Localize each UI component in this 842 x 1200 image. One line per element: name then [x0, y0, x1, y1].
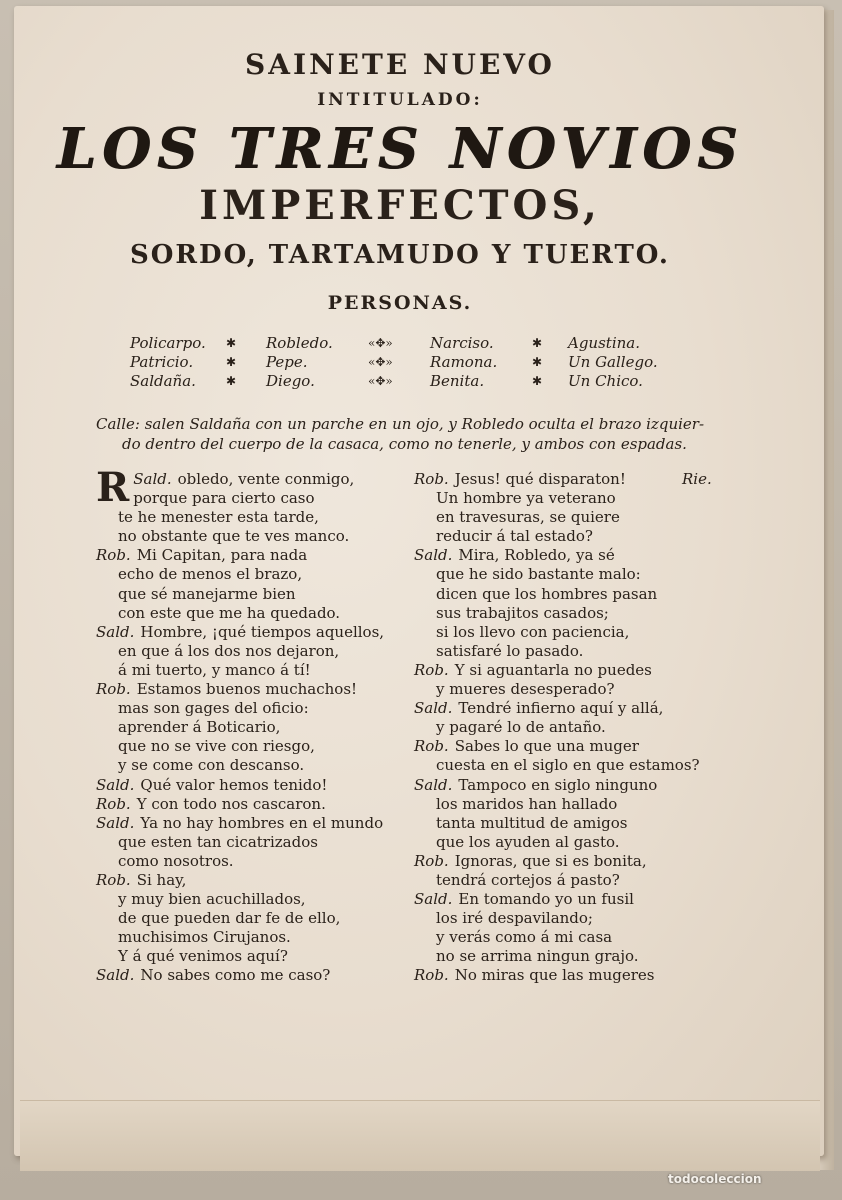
dialogue-line [96, 737, 406, 756]
dialogue-line [96, 642, 406, 661]
line-text: que sé manejarme bien [118, 584, 296, 603]
line-text: y mueres desesperado? [436, 680, 615, 699]
cast-name: Agustina. [568, 334, 640, 352]
dialogue-line [414, 680, 714, 699]
line-text: que esten tan cicatrizados [118, 832, 318, 851]
speaker-name: Sald. [96, 813, 135, 832]
line-text: muchisimos Cirujanos. [118, 928, 291, 947]
dialogue-line [96, 565, 406, 584]
cast-column-3 [430, 334, 497, 391]
cast-column-2 [266, 334, 333, 391]
speaker-name: Sald. [414, 546, 453, 565]
line-text: aprender á Boticario, [118, 718, 281, 737]
line-text: mas son gages del oficio: [118, 699, 309, 718]
line-text: tendrá cortejos á pasto? [436, 870, 620, 889]
speaker-name: Sald. [96, 775, 135, 794]
dialogue-line [414, 623, 714, 642]
dialogue-line [96, 718, 406, 737]
cast-column-1 [130, 334, 206, 391]
line-text: no se arrima ningun grajo. [436, 947, 639, 966]
speaker-name: Sald. [133, 470, 172, 488]
dialogue-line [96, 604, 406, 623]
cast-name: Pepe. [266, 353, 308, 371]
line-text: echo de menos el brazo, [118, 565, 303, 584]
cast-name: Policarpo. [130, 334, 206, 352]
dialogue-line [96, 795, 406, 814]
line-text: En tomando yo un fusil [458, 890, 634, 909]
dialogue-line [96, 833, 406, 852]
dialogue-line [96, 527, 406, 546]
speaker-name: Rob. [414, 470, 449, 488]
line-text: con este que me ha quedado. [118, 603, 341, 622]
cast-name: Robledo. [266, 334, 333, 352]
line-text: á mi tuerto, y manco á tí! [118, 660, 311, 679]
dialogue-line [96, 585, 406, 604]
dialogue-line [414, 890, 714, 909]
drop-cap: R [96, 464, 130, 511]
dialogue-line [414, 527, 714, 546]
line-text: Y á qué venimos aquí? [118, 947, 288, 966]
line-text: si los llevo con paciencia, [436, 622, 630, 641]
dialogue-line [414, 909, 714, 928]
dialogue-line [414, 928, 714, 947]
line-text: de que pueden dar fe de ello, [118, 909, 341, 928]
speaker-name: Sald. [414, 775, 453, 794]
line-text: te he menester esta tarde, [118, 508, 319, 527]
dialogue-line [96, 776, 406, 795]
line-text: Mira, Robledo, ya sé [458, 546, 615, 565]
speaker-name: Rob. [96, 870, 131, 889]
line-text: obledo, vente conmigo, [177, 470, 355, 488]
dialogue-line [414, 470, 714, 489]
dialogue-line [414, 737, 714, 756]
speaker-name: Sald. [96, 622, 135, 641]
line-text: satisfaré lo pasado. [436, 641, 584, 660]
dialogue-line [96, 890, 406, 909]
dialogue-line [414, 776, 714, 795]
dialogue-line [414, 546, 714, 565]
speaker-name: Rob. [96, 546, 131, 565]
line-text: reducir á tal estado? [436, 527, 593, 546]
dialogue-line [414, 661, 714, 680]
dialogue-line [414, 565, 714, 584]
dialogue-line [414, 795, 714, 814]
cast-list [130, 334, 690, 394]
dialogue-line [414, 966, 714, 985]
dialogue-line [96, 546, 406, 565]
line-text: No sabes como me caso? [140, 966, 331, 985]
dialogue-line [414, 718, 714, 737]
stage-direction-line: do dentro del cuerpo de la casaca, como no tenerle, y ambos con espadas. [122, 435, 687, 453]
title-sainete: SAINETE NUEVO [245, 48, 555, 81]
line-text: Tampoco en siglo ninguno [458, 775, 658, 794]
dialogue-line [96, 814, 406, 833]
line-text: Y con todo nos cascaron. [136, 794, 326, 813]
dialogue-line [414, 699, 714, 718]
dialogue-line [96, 489, 406, 508]
line-text: y se come con descanso. [118, 756, 305, 775]
ornament-fleuron-icon: «✥» «✥» «✥» [368, 336, 393, 388]
watermark-logo: todocoleccion [668, 1172, 762, 1186]
line-text: Qué valor hemos tenido! [140, 775, 328, 794]
line-text: sus trabajitos casados; [436, 603, 609, 622]
dialogue-line [414, 585, 714, 604]
speaker-name: Sald. [414, 890, 453, 909]
dialogue-column-right [414, 470, 714, 986]
line-text: que los ayuden al gasto. [436, 832, 620, 851]
dialogue-line [96, 928, 406, 947]
speaker-name: Rob. [414, 660, 449, 679]
cast-column-4 [568, 334, 658, 391]
dialogue-line [96, 947, 406, 966]
speaker-name: Rob. [96, 794, 131, 813]
title-intitulado: INTITULADO: [317, 90, 483, 110]
stage-aside: Rie. [682, 470, 712, 488]
line-text: Sabes lo que una muger [454, 737, 639, 756]
dialogue-line [414, 756, 714, 775]
dialogue-line [96, 508, 406, 527]
dialogue-line [414, 489, 714, 508]
cast-name: Narciso. [430, 334, 494, 352]
speaker-name: Rob. [414, 966, 449, 985]
dialogue-line [96, 852, 406, 871]
line-text: y pagaré lo de antaño. [436, 718, 606, 737]
line-text: No miras que las mugeres [454, 966, 655, 985]
line-text: Mi Capitan, para nada [136, 546, 308, 565]
speaker-name: Rob. [96, 680, 131, 699]
line-text: Estamos buenos muchachos! [136, 680, 358, 699]
title-main: LOS TRES NOVIOS [56, 116, 744, 182]
stage-direction-line: Calle: salen Saldaña con un parche en un ojo, y Robledo oculta el brazo izquier- [96, 415, 705, 433]
line-text: y verás como á mi casa [436, 928, 613, 947]
speaker-name: Sald. [96, 966, 135, 985]
speaker-name: Rob. [414, 737, 449, 756]
dialogue-column-left [96, 464, 406, 986]
cast-name: Benita. [430, 372, 485, 390]
cast-name: Saldaña. [130, 372, 196, 390]
line-text: en travesuras, se quiere [436, 508, 620, 527]
line-text: Y si aguantarla no puedes [454, 660, 652, 679]
line-text: Tendré infierno aquí y allá, [458, 699, 664, 718]
line-text: cuesta en el siglo en que estamos? [436, 756, 700, 775]
line-text: no obstante que te ves manco. [118, 527, 350, 546]
line-text: los maridos han hallado [436, 794, 618, 813]
dialogue-line [414, 642, 714, 661]
dialogue-line [96, 966, 406, 985]
stage-direction [96, 414, 706, 454]
dialogue-line [96, 871, 406, 890]
dialogue-line [414, 947, 714, 966]
ornament-stars-icon: ✱ ✱ ✱ [532, 336, 543, 388]
line-text: porque para cierto caso [133, 489, 315, 508]
speaker-name: Rob. [414, 851, 449, 870]
dialogue-line [96, 756, 406, 775]
dialogue-line [414, 852, 714, 871]
line-text: dicen que los hombres pasan [436, 584, 658, 603]
line-text: y muy bien acuchillados, [118, 890, 306, 909]
line-text: Ya no hay hombres en el mundo [140, 813, 384, 832]
line-text: que he sido bastante malo: [436, 565, 641, 584]
cast-name: Un Gallego. [568, 353, 658, 371]
line-text: Ignoras, que si es bonita, [454, 851, 647, 870]
subtitle: SORDO, TARTAMUDO Y TUERTO. [130, 240, 670, 270]
dialogue-line [414, 508, 714, 527]
cast-name: Ramona. [430, 353, 498, 371]
line-text: que no se vive con riesgo, [118, 737, 315, 756]
speaker-name: Sald. [414, 699, 453, 718]
title-imperfectos: IMPERFECTOS, [199, 182, 601, 229]
dialogue-line [414, 604, 714, 623]
cast-name: Un Chico. [568, 372, 643, 390]
dialogue-line [414, 814, 714, 833]
line-text: Jesus! qué disparaton! [454, 470, 626, 488]
line-text: Si hay, [136, 870, 187, 889]
dialogue-line [96, 680, 406, 699]
personas-heading: PERSONAS. [327, 292, 473, 314]
dialogue-line [96, 699, 406, 718]
dialogue-line [96, 909, 406, 928]
line-text: Hombre, ¡qué tiempos aquellos, [140, 622, 385, 641]
line-text: tanta multitud de amigos [436, 813, 628, 832]
line-text: los iré despavilando; [436, 909, 593, 928]
cast-name: Patricio. [130, 353, 194, 371]
line-text: Un hombre ya veterano [436, 489, 616, 508]
dialogue-line [414, 833, 714, 852]
dialogue-line [96, 623, 406, 642]
dialogue-line [414, 871, 714, 890]
line-text: en que á los dos nos dejaron, [118, 641, 340, 660]
line-text: como nosotros. [118, 851, 234, 870]
dialogue-line [96, 661, 406, 680]
cast-name: Diego. [266, 372, 315, 390]
ornament-stars-icon: ✱ ✱ ✱ [226, 336, 237, 388]
